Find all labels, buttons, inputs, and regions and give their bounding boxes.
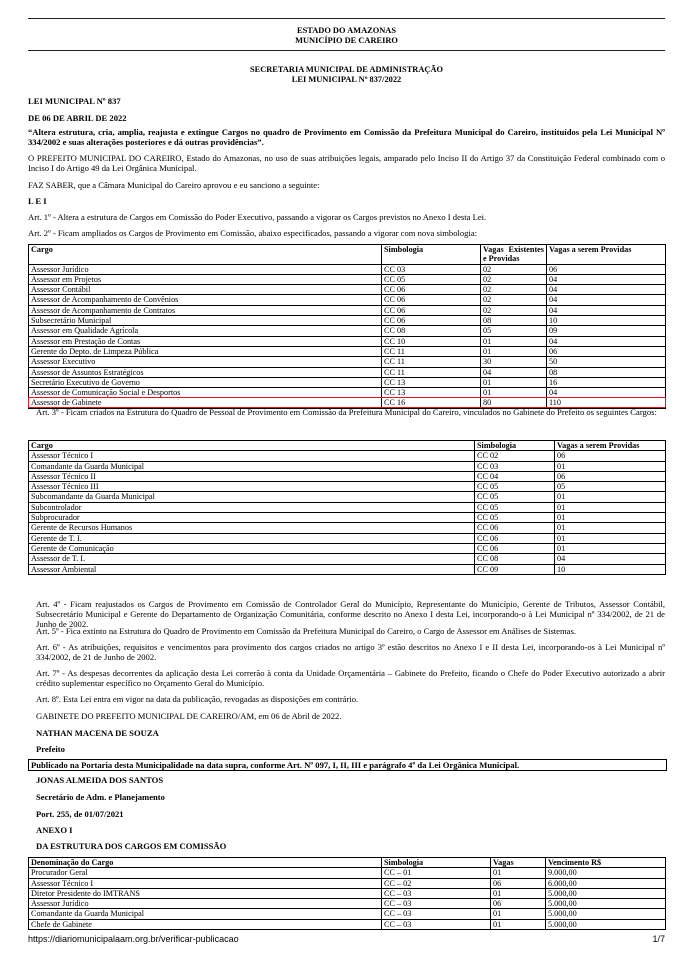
cell-vagas-existentes: 02	[481, 295, 547, 305]
cell-simbologia: CC – 03	[382, 899, 491, 909]
cell-vagas-a-serem: 04	[547, 388, 666, 398]
cell-vagas-a-serem: 06	[547, 346, 666, 356]
table-row	[29, 868, 666, 878]
header-rule	[28, 50, 665, 51]
cell-cargo: Gerente de T. I.	[29, 533, 475, 543]
cell-simbologia: CC 13	[382, 388, 481, 398]
secretariat-name: SECRETARIA MUNICIPAL DE ADMINISTRAÇÃO	[249, 65, 444, 74]
cell-vagas-a-serem: 110	[547, 398, 666, 408]
cell-vagas: 01	[491, 909, 546, 919]
cell-cargo: Assessor Jurídico	[29, 264, 382, 274]
cell-simbologia: CC 05	[475, 502, 555, 512]
table-row	[29, 909, 666, 919]
cell-vagas-a-serem: 01	[555, 523, 666, 533]
cell-vagas-a-serem: 04	[547, 295, 666, 305]
cell-simbologia: CC – 03	[382, 909, 491, 919]
header-vagas-existentes: Vagas Existentes e Providas	[481, 245, 547, 265]
table-header-row	[29, 441, 666, 451]
secretariat-heading	[28, 65, 665, 85]
table-row	[29, 471, 666, 481]
cell-simbologia: CC 08	[475, 554, 555, 564]
table-row	[29, 888, 666, 898]
table-row	[29, 899, 666, 909]
cell-simbologia: CC 06	[475, 533, 555, 543]
cell-vencimento: 6.000,00	[546, 878, 666, 888]
table-header-row	[29, 245, 666, 265]
cell-cargo: Assessor em Projetos	[29, 274, 382, 284]
article-2: Art. 2º - Ficam ampliados os Cargos de Provimento em Comissão, abaixo especificados, passando a vigorar com nova simbologia:	[28, 228, 478, 238]
table-row	[29, 461, 666, 471]
table-row	[29, 285, 666, 295]
cell-cargo: Subprocurador	[29, 513, 475, 523]
cell-simbologia: CC 05	[475, 492, 555, 502]
cell-cargo: Assessor Técnico I	[29, 451, 475, 461]
cell-simbologia: CC 03	[475, 461, 555, 471]
table-row	[29, 502, 666, 512]
cell-simbologia: CC 06	[382, 295, 481, 305]
secretary-name: JONAS ALMEIDA DOS SANTOS	[36, 775, 164, 785]
cell-cargo: Assessor de Acompanhamento de Contratos	[29, 305, 382, 315]
table-row	[29, 878, 666, 888]
cell-cargo: Secretário Executivo de Governo	[29, 377, 382, 387]
cell-vagas-existentes: 02	[481, 305, 547, 315]
cell-simbologia: CC 11	[382, 357, 481, 367]
cell-vagas: 06	[491, 878, 546, 888]
article-3: Art. 3º - Ficam criados na Estrutura do Quadro de Pessoal de Provimento em Comissão da Prefeitura Municipal do Careiro, vinculados no Gabinete do Prefeito os seguintes Cargos:	[36, 407, 657, 417]
cell-simbologia: CC 06	[382, 305, 481, 315]
cell-cargo: Gerente do Depto. de Limpeza Pública	[29, 346, 382, 356]
header-simbologia: Simbologia	[382, 245, 481, 265]
article-8: Art. 8º. Esta Lei entra em vigor na data da publicação, revogadas as disposições em contrário.	[36, 694, 359, 704]
secretary-role: Secretário de Adm. e Planejamento	[36, 792, 165, 802]
table-row	[29, 377, 666, 387]
cell-vagas: 06	[491, 899, 546, 909]
table-article-2	[28, 244, 666, 409]
cell-cargo: Assessor em Qualidade Agrícola	[29, 326, 382, 336]
cell-simbologia: CC 03	[382, 264, 481, 274]
cell-cargo: Assessor Técnico III	[29, 482, 475, 492]
cell-vagas-a-serem: 16	[547, 377, 666, 387]
cell-vagas-a-serem: 01	[555, 533, 666, 543]
cell-simbologia: CC – 02	[382, 878, 491, 888]
article-7: Art. 7º - As despesas decorrentes da aplicação desta Lei correrão à conta da Unidade Orçamentária – Gabinete do Prefeito, ficando o Chefe do Poder Executivo autorizado a abrir crédito suplementar específico no Orçamento Geral do Município.	[36, 668, 665, 688]
cell-simbologia: CC 05	[475, 513, 555, 523]
table-row	[29, 564, 666, 574]
header-vagas: Vagas	[491, 858, 546, 868]
cell-vagas-existentes: 01	[481, 346, 547, 356]
header-vencimento: Vencimento R$	[546, 858, 666, 868]
table-row	[29, 513, 666, 523]
cell-cargo: Comandante da Guarda Municipal	[29, 461, 475, 471]
page-number: 1/7	[652, 934, 665, 944]
cell-cargo: Subsecretário Municipal	[29, 316, 382, 326]
header-denominacao: Denominação do Cargo	[29, 858, 382, 868]
cell-simbologia: CC 06	[382, 285, 481, 295]
cell-vencimento: 5.000,00	[546, 888, 666, 898]
table-row	[29, 264, 666, 274]
header-vagas-a-serem: Vagas a serem Providas	[555, 441, 666, 451]
table-row	[29, 533, 666, 543]
cell-denominacao: Diretor Presidente do IMTRANS	[29, 888, 382, 898]
cell-vagas-a-serem: 05	[555, 482, 666, 492]
lei-heading: L E I	[28, 196, 47, 206]
header-cargo: Cargo	[29, 245, 382, 265]
table-row	[29, 523, 666, 533]
cell-cargo: Assessor em Prestação de Contas	[29, 336, 382, 346]
top-rule	[28, 18, 665, 19]
table-row	[29, 357, 666, 367]
cell-vencimento: 5.000,00	[546, 919, 666, 929]
mayor-role: Prefeito	[36, 744, 65, 754]
table-row	[29, 543, 666, 553]
publication-note: Publicado na Portaria desta Municipalidade na data supra, conforme Art. Nº 097, I, II, III e parágrafo 4º da Lei Orgânica Municipal.	[28, 759, 667, 771]
header-simbologia: Simbologia	[382, 858, 491, 868]
cell-vagas-a-serem: 04	[547, 274, 666, 284]
cell-vagas-a-serem: 10	[547, 316, 666, 326]
cell-cargo: Assessor de Assuntos Estratégicos	[29, 367, 382, 377]
cell-cargo: Assessor Executivo	[29, 357, 382, 367]
cell-vagas-a-serem: 01	[555, 492, 666, 502]
table-row	[29, 492, 666, 502]
cell-vencimento: 9.000,00	[546, 868, 666, 878]
article-1: Art. 1º - Altera a estrutura de Cargos em Comissão do Poder Executivo, passando a vigorar os Cargos previstos no Anexo I desta Lei.	[28, 212, 487, 222]
annex-title: ANEXO I	[36, 825, 73, 835]
cell-cargo: Assessor de Gabinete	[29, 398, 382, 408]
cell-vagas-existentes: 08	[481, 316, 547, 326]
gabinete-line: GABINETE DO PREFEITO MUNICIPAL DE CAREIRO/AM, em 06 de Abril de 2022.	[36, 711, 342, 721]
cell-cargo: Assessor Ambiental	[29, 564, 475, 574]
cell-vencimento: 5.000,00	[546, 899, 666, 909]
table-row	[29, 316, 666, 326]
law-ementa: “Altera estrutura, cria, amplia, reajusta e extingue Cargos no quadro de Provimento em Comissão da Prefeitura Municipal do Careiro, instituídos pela Lei Municipal Nº 334/2002 e suas alterações posteriores e dá outras providências”.	[28, 127, 665, 147]
cell-vagas-a-serem: 06	[547, 264, 666, 274]
cell-simbologia: CC 02	[475, 451, 555, 461]
article-5: Art. 5º - Fica extinto na Estrutura do Quadro de Provimento em Comissão da Prefeitura Municipal do Careiro, o Cargo de Assessor em Análises de Sistemas.	[36, 626, 576, 636]
law-reference: LEI MUNICIPAL Nº 837/2022	[291, 75, 402, 84]
cell-vagas: 01	[491, 888, 546, 898]
table-annex-i	[28, 857, 666, 930]
cell-simbologia: CC 05	[475, 482, 555, 492]
cell-simbologia: CC 11	[382, 367, 481, 377]
cell-vagas-existentes: 30	[481, 357, 547, 367]
cell-vagas-a-serem: 04	[555, 554, 666, 564]
cell-simbologia: CC 05	[382, 274, 481, 284]
cell-simbologia: CC 11	[382, 346, 481, 356]
cell-denominacao: Chefe de Gabinete	[29, 919, 382, 929]
cell-vagas: 01	[491, 919, 546, 929]
header-simbologia: Simbologia	[475, 441, 555, 451]
cell-vagas-existentes: 01	[481, 336, 547, 346]
cell-simbologia: CC – 03	[382, 919, 491, 929]
law-title: LEI MUNICIPAL Nº 837	[28, 96, 121, 106]
table-row	[29, 336, 666, 346]
cell-vagas-a-serem: 01	[555, 502, 666, 512]
cell-denominacao: Assessor Jurídico	[29, 899, 382, 909]
state-heading	[28, 26, 665, 46]
table-row	[29, 919, 666, 929]
cell-vagas-existentes: 01	[481, 388, 547, 398]
article-6: Art. 6º - As atribuições, requisitos e vencimentos para provimento dos cargos criados no artigo 3º estão descritos no Anexo I e II desta Lei, incorporando-os à Lei Municipal nº 334/2002, de 21 de Junho de 2002.	[36, 642, 665, 662]
cell-simbologia: CC – 03	[382, 888, 491, 898]
cell-simbologia: CC – 01	[382, 868, 491, 878]
cell-cargo: Assessor Contábil	[29, 285, 382, 295]
municipality-name: MUNICÍPIO DE CAREIRO	[295, 36, 398, 45]
cell-vagas-a-serem: 06	[555, 471, 666, 481]
cell-vagas-existentes: 04	[481, 367, 547, 377]
cell-vagas-a-serem: 01	[555, 543, 666, 553]
cell-simbologia: CC 10	[382, 336, 481, 346]
cell-cargo: Gerente de Recursos Humanos	[29, 523, 475, 533]
cell-vagas-a-serem: 04	[547, 305, 666, 315]
cell-vagas-existentes: 02	[481, 285, 547, 295]
cell-vagas-a-serem: 10	[555, 564, 666, 574]
cell-cargo: Subcontrolador	[29, 502, 475, 512]
cell-vagas-a-serem: 01	[555, 513, 666, 523]
cell-vagas-a-serem: 01	[555, 461, 666, 471]
cell-vagas-a-serem: 06	[555, 451, 666, 461]
table-row	[29, 326, 666, 336]
cell-denominacao: Procurador Geral	[29, 868, 382, 878]
cell-denominacao: Comandante da Guarda Municipal	[29, 909, 382, 919]
cell-vagas: 01	[491, 868, 546, 878]
verification-url[interactable]: https://diariomunicipalaam.org.br/verificar-publicacao	[28, 934, 239, 944]
table-row	[29, 295, 666, 305]
cell-cargo: Assessor de Acompanhamento de Convênios	[29, 295, 382, 305]
cell-vencimento: 5.000,00	[546, 909, 666, 919]
cell-cargo: Assessor de T. I.	[29, 554, 475, 564]
cell-vagas-a-serem: 04	[547, 336, 666, 346]
cell-denominacao: Assessor Técnico I	[29, 878, 382, 888]
cell-vagas-existentes: 02	[481, 264, 547, 274]
state-name: ESTADO DO AMAZONAS	[297, 26, 396, 35]
secretary-portaria: Port. 255, de 01/07/2021	[36, 809, 124, 819]
cell-cargo: Subcomandante da Guarda Municipal	[29, 492, 475, 502]
cell-vagas-a-serem: 50	[547, 357, 666, 367]
cell-vagas-existentes: 80	[481, 398, 547, 408]
header-vagas-a-serem: Vagas a serem Providas	[547, 245, 666, 265]
cell-vagas-existentes: 05	[481, 326, 547, 336]
cell-cargo: Gerente de Comunicação	[29, 543, 475, 553]
cell-simbologia: CC 09	[475, 564, 555, 574]
table-row	[29, 274, 666, 284]
cell-cargo: Assessor de Comunicação Social e Desportos	[29, 388, 382, 398]
article-4: Art. 4º - Ficam reajustados os Cargos de Provimento em Comissão de Controlador Geral do Município, Representante do Município, Gerente de Tributos, Assessor Contábil, Subsecretário Municipal e Gerente do Departamento de Organização Comunitária, conforme descrito no Anexo I desta Lei, incorporando-o à Lei Municipal nº 334/2002, de 21 de Junho de 2002.	[36, 599, 665, 629]
page-footer	[28, 934, 665, 944]
cell-simbologia: CC 06	[475, 543, 555, 553]
cell-vagas-a-serem: 04	[547, 285, 666, 295]
cell-vagas-a-serem: 08	[547, 367, 666, 377]
table-header-row	[29, 858, 666, 868]
cell-simbologia: CC 06	[382, 316, 481, 326]
table-row	[29, 367, 666, 377]
table-row	[29, 346, 666, 356]
law-date: DE 06 DE ABRIL DE 2022	[28, 113, 127, 123]
table-row	[29, 451, 666, 461]
cell-simbologia: CC 16	[382, 398, 481, 408]
cell-vagas-existentes: 02	[481, 274, 547, 284]
cell-simbologia: CC 06	[475, 523, 555, 533]
mayor-name: NATHAN MACENA DE SOUZA	[36, 728, 159, 738]
table-row	[29, 554, 666, 564]
cell-simbologia: CC 04	[475, 471, 555, 481]
annex-subtitle: DA ESTRUTURA DOS CARGOS EM COMISSÃO	[36, 841, 227, 851]
cell-vagas-a-serem: 09	[547, 326, 666, 336]
law-preamble: O PREFEITO MUNICIPAL DO CAREIRO, Estado do Amazonas, no uso de suas atribuições legais, amparado pelo Inciso II do Artigo 37 da Constituição Federal combinado com o Inciso I do Artigo 49 da Lei Orgânica Municipal.	[28, 153, 665, 173]
header-cargo: Cargo	[29, 441, 475, 451]
table-row	[29, 482, 666, 492]
faz-saber: FAZ SABER, que a Câmara Municipal do Careiro aprovou e eu sanciono a seguinte:	[28, 180, 320, 190]
cell-cargo: Assessor Técnico II	[29, 471, 475, 481]
table-article-3	[28, 440, 666, 575]
cell-simbologia: CC 08	[382, 326, 481, 336]
cell-simbologia: CC 13	[382, 377, 481, 387]
cell-vagas-existentes: 01	[481, 377, 547, 387]
table-row	[29, 305, 666, 315]
